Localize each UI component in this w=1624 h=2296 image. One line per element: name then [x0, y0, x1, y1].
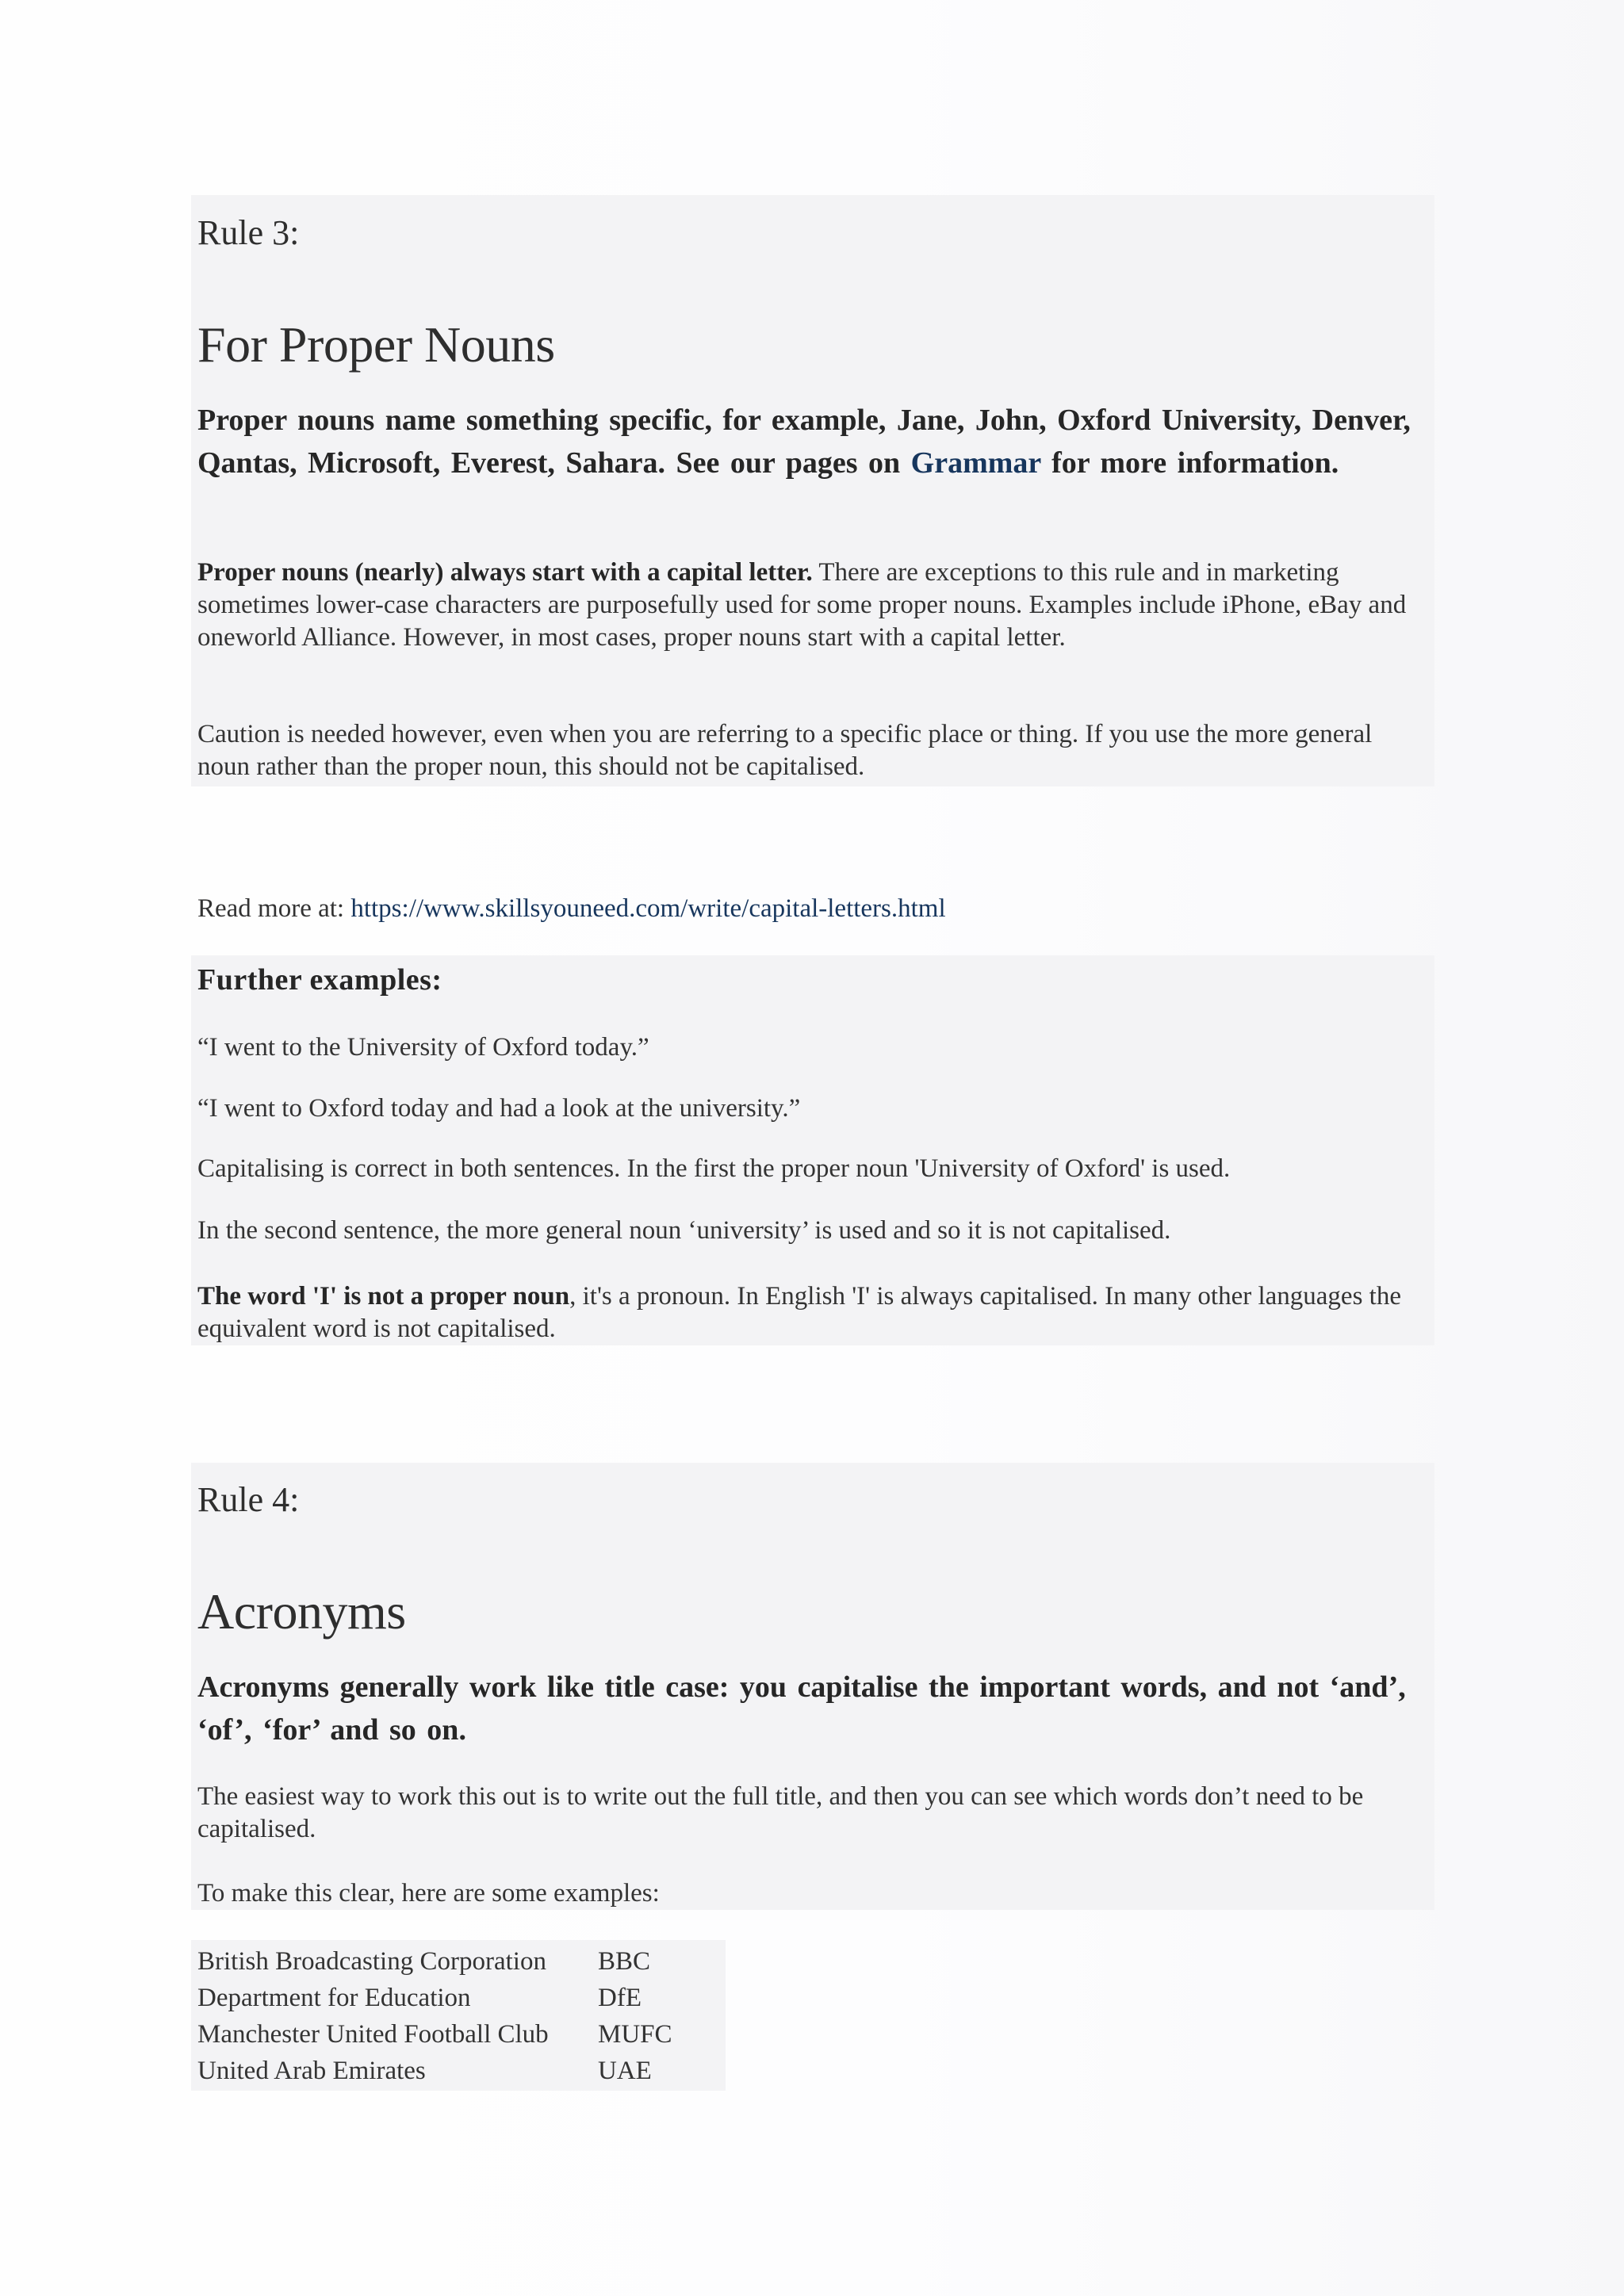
table-row [197, 2053, 717, 2089]
rule-4-lead: Acronyms generally work like title case: you capitalise the important words, and not ‘and’, ‘of’, ‘for’ and so on. [197, 1670, 1406, 1747]
acronym-full-name: Department for Education [197, 1983, 471, 2012]
example-sentence-2: “I went to Oxford today and had a look at the university.” [197, 1094, 801, 1123]
example-sentence-1: “I went to the University of Oxford today.” [197, 1033, 649, 1062]
further-paragraph-3 [197, 1280, 1427, 1345]
table-row [197, 1980, 717, 2016]
read-more-link[interactable]: https://www.skillsyouneed.com/write/capital-letters.html [350, 894, 946, 923]
acronym-abbreviation: DfE [598, 1983, 642, 2012]
acronym-abbreviation: BBC [598, 1946, 651, 1976]
acronym-table [197, 1943, 717, 2089]
rule-3-lead-text: Proper nouns name something specific, for example, Jane, John, Oxford University, Denver, Qantas, Microsoft, Everest, Sahara. See our pages on [197, 404, 1411, 480]
rule-3-lead-tail: for more information. [1040, 446, 1339, 480]
rule-3-paragraph-1 [197, 557, 1427, 654]
acronym-full-name: United Arab Emirates [197, 2056, 426, 2085]
grammar-link[interactable]: Grammar [910, 446, 1041, 480]
rule-4-label: Rule 4: [197, 1480, 300, 1519]
further-paragraph-2: In the second sentence, the more general noun ‘university’ is used and so it is not capitalised. [197, 1216, 1171, 1245]
rule-3-label: Rule 3: [197, 213, 300, 252]
acronym-full-name: British Broadcasting Corporation [197, 1946, 546, 1976]
further-examples-heading: Further examples: [197, 963, 442, 997]
rule-3-title: For Proper Nouns [197, 316, 555, 373]
further-paragraph-3-text: , it's a pronoun. In English 'I' is always capitalised. In many other languages the equivalent word is not capitalised. [197, 1282, 1401, 1343]
acronym-abbreviation: MUFC [598, 2019, 672, 2049]
rule-3-paragraph-1-bold: Proper nouns (nearly) always start with a capital letter. [197, 558, 813, 587]
rule-3-lead [197, 399, 1427, 484]
acronym-full-name: Manchester United Football Club [197, 2019, 549, 2049]
rule-4-title: Acronyms [197, 1583, 406, 1640]
further-paragraph-1: Capitalising is correct in both sentences. In the first the proper noun 'University of Oxford' is used. [197, 1154, 1231, 1183]
table-row [197, 1943, 717, 1980]
rule-3-paragraph-1-text: There are exceptions to this rule and in marketing sometimes lower-case characters are purposefully used for some proper nouns. Examples include iPhone, eBay and oneworld Alliance. However, in most cases, proper nouns start with a capital letter. [197, 558, 1407, 652]
further-paragraph-3-bold: The word 'I' is not a proper noun [197, 1282, 570, 1311]
rule-4-paragraph-2: To make this clear, here are some examples: [197, 1879, 660, 1908]
rule-3-section [191, 195, 1434, 786]
rule-4-paragraph-1: The easiest way to work this out is to write out the full title, and then you can see which words don’t need to be capitalised. [197, 1782, 1364, 1843]
read-more-prefix: Read more at: [197, 894, 351, 923]
acronym-abbreviation: UAE [598, 2056, 652, 2085]
rule-3-paragraph-2: Caution is needed however, even when you are referring to a specific place or thing. If you use the more general noun rather than the proper noun, this should not be capitalised. [197, 720, 1373, 781]
table-row [197, 2016, 717, 2053]
read-more-line [197, 893, 1427, 925]
